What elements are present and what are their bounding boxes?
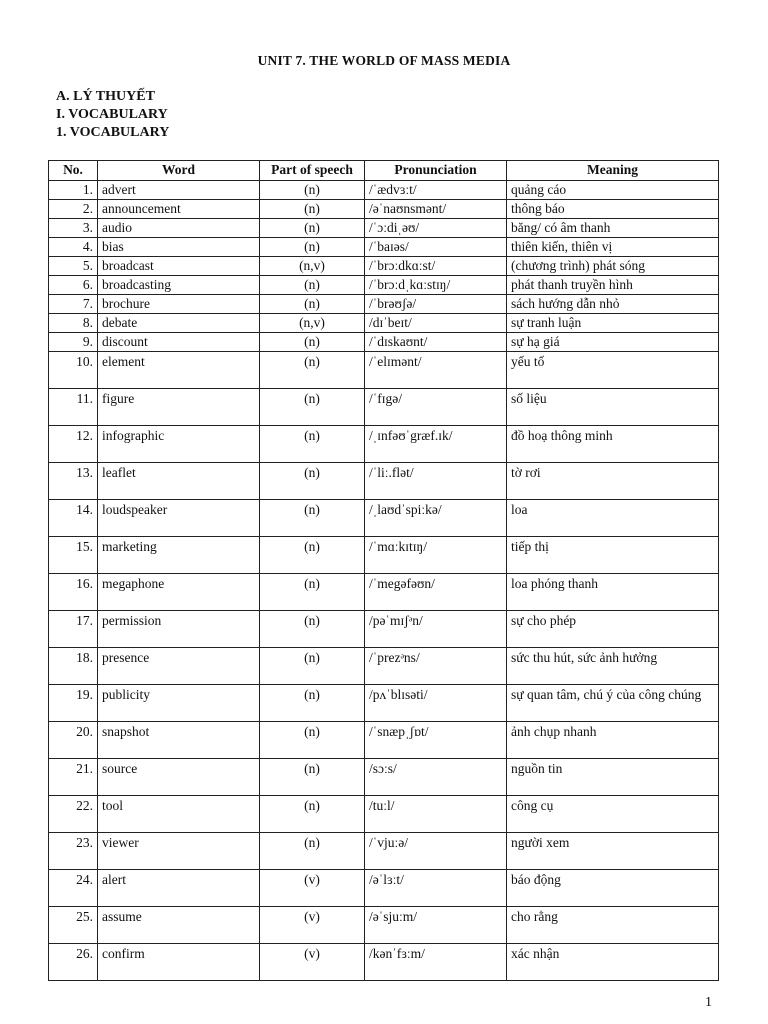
cell-number: 15. xyxy=(49,537,98,574)
cell-word: source xyxy=(98,759,260,796)
cell-meaning: người xem xyxy=(507,833,719,870)
cell-number: 4. xyxy=(49,238,98,257)
table-row xyxy=(49,181,719,200)
cell-meaning: số liệu xyxy=(507,389,719,426)
cell-meaning: sách hướng dẫn nhỏ xyxy=(507,295,719,314)
cell-number: 26. xyxy=(49,944,98,981)
table-row xyxy=(49,500,719,537)
table-row xyxy=(49,219,719,238)
cell-pronunciation: /əˈlɜːt/ xyxy=(365,870,507,907)
table-row xyxy=(49,722,719,759)
cell-word: leaflet xyxy=(98,463,260,500)
cell-meaning: yếu tố xyxy=(507,352,719,389)
cell-word: alert xyxy=(98,870,260,907)
cell-meaning: thông báo xyxy=(507,200,719,219)
page-number: 1 xyxy=(705,995,712,1010)
cell-pronunciation: /əˈnaʊnsmənt/ xyxy=(365,200,507,219)
subsection-heading-vocabulary: 1. VOCABULARY xyxy=(56,125,170,140)
cell-word: confirm xyxy=(98,944,260,981)
cell-part-of-speech: (n) xyxy=(260,200,365,219)
cell-pronunciation: /ˈmegəfəʊn/ xyxy=(365,574,507,611)
cell-number: 17. xyxy=(49,611,98,648)
cell-meaning: loa xyxy=(507,500,719,537)
cell-word: element xyxy=(98,352,260,389)
cell-word: broadcasting xyxy=(98,276,260,295)
cell-part-of-speech: (n) xyxy=(260,759,365,796)
cell-pronunciation: /ˈdɪskaʊnt/ xyxy=(365,333,507,352)
cell-word: permission xyxy=(98,611,260,648)
cell-part-of-speech: (n) xyxy=(260,295,365,314)
cell-number: 20. xyxy=(49,722,98,759)
header-part-of-speech: Part of speech xyxy=(260,161,365,181)
cell-word: loudspeaker xyxy=(98,500,260,537)
cell-meaning: sức thu hút, sức ảnh hưởng xyxy=(507,648,719,685)
table-row xyxy=(49,611,719,648)
cell-pronunciation: /ˌlaʊdˈspiːkə/ xyxy=(365,500,507,537)
cell-meaning: xác nhận xyxy=(507,944,719,981)
table-row xyxy=(49,352,719,389)
section-heading-vocabulary: I. VOCABULARY xyxy=(56,107,168,122)
cell-word: snapshot xyxy=(98,722,260,759)
cell-number: 23. xyxy=(49,833,98,870)
cell-meaning: phát thanh truyền hình xyxy=(507,276,719,295)
cell-word: megaphone xyxy=(98,574,260,611)
cell-pronunciation: /ˈfɪgə/ xyxy=(365,389,507,426)
cell-part-of-speech: (n) xyxy=(260,276,365,295)
table-row xyxy=(49,944,719,981)
cell-pronunciation: /ˈliː.flət/ xyxy=(365,463,507,500)
cell-meaning: sự quan tâm, chú ý của công chúng xyxy=(507,685,719,722)
header-meaning: Meaning xyxy=(507,161,719,181)
cell-meaning: báo động xyxy=(507,870,719,907)
cell-pronunciation: /kənˈfɜːm/ xyxy=(365,944,507,981)
cell-meaning: quảng cáo xyxy=(507,181,719,200)
cell-pronunciation: /ˈbrɔːdˌkɑːstɪŋ/ xyxy=(365,276,507,295)
vocabulary-table-body xyxy=(49,181,719,981)
cell-part-of-speech: (n) xyxy=(260,426,365,463)
table-row xyxy=(49,574,719,611)
cell-part-of-speech: (n) xyxy=(260,574,365,611)
cell-part-of-speech: (v) xyxy=(260,870,365,907)
cell-meaning: tờ rơi xyxy=(507,463,719,500)
cell-pronunciation: /ˌɪnfəʊˈgræf.ɪk/ xyxy=(365,426,507,463)
header-no: No. xyxy=(49,161,98,181)
cell-pronunciation: /ˈmɑːkɪtɪŋ/ xyxy=(365,537,507,574)
cell-meaning: thiên kiến, thiên vị xyxy=(507,238,719,257)
cell-meaning: đồ hoạ thông minh xyxy=(507,426,719,463)
cell-part-of-speech: (n) xyxy=(260,722,365,759)
cell-part-of-speech: (n) xyxy=(260,219,365,238)
cell-part-of-speech: (n) xyxy=(260,352,365,389)
cell-part-of-speech: (v) xyxy=(260,907,365,944)
cell-meaning: tiếp thị xyxy=(507,537,719,574)
cell-word: figure xyxy=(98,389,260,426)
vocabulary-table xyxy=(48,160,719,981)
cell-pronunciation: /ˈbrəʊʃə/ xyxy=(365,295,507,314)
page-title: UNIT 7. THE WORLD OF MASS MEDIA xyxy=(257,53,511,68)
cell-part-of-speech: (n) xyxy=(260,389,365,426)
cell-word: infographic xyxy=(98,426,260,463)
cell-pronunciation: /ˈɔːdiˌəʊ/ xyxy=(365,219,507,238)
cell-pronunciation: /tuːl/ xyxy=(365,796,507,833)
cell-number: 18. xyxy=(49,648,98,685)
cell-pronunciation: /ˈprezᵊns/ xyxy=(365,648,507,685)
table-row xyxy=(49,333,719,352)
section-heading-theory: A. LÝ THUYẾT xyxy=(56,89,155,104)
table-row xyxy=(49,314,719,333)
table-row xyxy=(49,870,719,907)
cell-part-of-speech: (n) xyxy=(260,333,365,352)
header-pronunciation: Pronunciation xyxy=(365,161,507,181)
cell-word: brochure xyxy=(98,295,260,314)
cell-number: 12. xyxy=(49,426,98,463)
cell-pronunciation: /ˈbaɪəs/ xyxy=(365,238,507,257)
cell-pronunciation: /ˈelɪmənt/ xyxy=(365,352,507,389)
cell-number: 21. xyxy=(49,759,98,796)
cell-meaning: công cụ xyxy=(507,796,719,833)
header-word: Word xyxy=(98,161,260,181)
cell-number: 10. xyxy=(49,352,98,389)
cell-part-of-speech: (v) xyxy=(260,944,365,981)
cell-word: debate xyxy=(98,314,260,333)
cell-meaning: (chương trình) phát sóng xyxy=(507,257,719,276)
cell-number: 11. xyxy=(49,389,98,426)
cell-number: 13. xyxy=(49,463,98,500)
cell-word: bias xyxy=(98,238,260,257)
cell-pronunciation: /pʌˈblɪsəti/ xyxy=(365,685,507,722)
cell-word: broadcast xyxy=(98,257,260,276)
cell-number: 5. xyxy=(49,257,98,276)
table-row xyxy=(49,463,719,500)
cell-part-of-speech: (n,v) xyxy=(260,257,365,276)
cell-number: 1. xyxy=(49,181,98,200)
cell-part-of-speech: (n) xyxy=(260,238,365,257)
cell-word: publicity xyxy=(98,685,260,722)
cell-meaning: nguồn tin xyxy=(507,759,719,796)
cell-meaning: sự hạ giá xyxy=(507,333,719,352)
cell-pronunciation: /sɔːs/ xyxy=(365,759,507,796)
table-row xyxy=(49,238,719,257)
cell-number: 14. xyxy=(49,500,98,537)
cell-number: 7. xyxy=(49,295,98,314)
cell-pronunciation: /dɪˈbeɪt/ xyxy=(365,314,507,333)
cell-number: 9. xyxy=(49,333,98,352)
cell-number: 16. xyxy=(49,574,98,611)
cell-pronunciation: /əˈsjuːm/ xyxy=(365,907,507,944)
cell-meaning: băng/ có âm thanh xyxy=(507,219,719,238)
table-header-row xyxy=(49,161,719,181)
cell-number: 8. xyxy=(49,314,98,333)
cell-word: advert xyxy=(98,181,260,200)
table-row xyxy=(49,426,719,463)
cell-pronunciation: /ˈsnæpˌʃɒt/ xyxy=(365,722,507,759)
cell-word: presence xyxy=(98,648,260,685)
cell-meaning: cho rằng xyxy=(507,907,719,944)
cell-part-of-speech: (n) xyxy=(260,463,365,500)
cell-pronunciation: /pəˈmɪʃᵊn/ xyxy=(365,611,507,648)
cell-word: discount xyxy=(98,333,260,352)
cell-number: 25. xyxy=(49,907,98,944)
table-row xyxy=(49,907,719,944)
cell-meaning: loa phóng thanh xyxy=(507,574,719,611)
cell-part-of-speech: (n) xyxy=(260,611,365,648)
cell-word: announcement xyxy=(98,200,260,219)
cell-part-of-speech: (n) xyxy=(260,648,365,685)
cell-number: 24. xyxy=(49,870,98,907)
table-row xyxy=(49,200,719,219)
table-row xyxy=(49,833,719,870)
cell-word: viewer xyxy=(98,833,260,870)
table-row xyxy=(49,276,719,295)
cell-pronunciation: /ˈvjuːə/ xyxy=(365,833,507,870)
cell-part-of-speech: (n) xyxy=(260,796,365,833)
cell-pronunciation: /ˈædvɜːt/ xyxy=(365,181,507,200)
cell-part-of-speech: (n) xyxy=(260,500,365,537)
cell-pronunciation: /ˈbrɔːdkɑːst/ xyxy=(365,257,507,276)
cell-part-of-speech: (n) xyxy=(260,833,365,870)
cell-part-of-speech: (n) xyxy=(260,181,365,200)
cell-word: assume xyxy=(98,907,260,944)
cell-part-of-speech: (n,v) xyxy=(260,314,365,333)
cell-meaning: ảnh chụp nhanh xyxy=(507,722,719,759)
cell-word: marketing xyxy=(98,537,260,574)
cell-word: tool xyxy=(98,796,260,833)
cell-meaning: sự tranh luận xyxy=(507,314,719,333)
table-row xyxy=(49,759,719,796)
table-row xyxy=(49,796,719,833)
cell-number: 19. xyxy=(49,685,98,722)
cell-part-of-speech: (n) xyxy=(260,537,365,574)
cell-number: 2. xyxy=(49,200,98,219)
cell-meaning: sự cho phép xyxy=(507,611,719,648)
cell-word: audio xyxy=(98,219,260,238)
cell-number: 3. xyxy=(49,219,98,238)
table-row xyxy=(49,295,719,314)
cell-part-of-speech: (n) xyxy=(260,685,365,722)
cell-number: 22. xyxy=(49,796,98,833)
table-row xyxy=(49,389,719,426)
table-row xyxy=(49,648,719,685)
table-row xyxy=(49,257,719,276)
cell-number: 6. xyxy=(49,276,98,295)
table-row xyxy=(49,685,719,722)
table-row xyxy=(49,537,719,574)
